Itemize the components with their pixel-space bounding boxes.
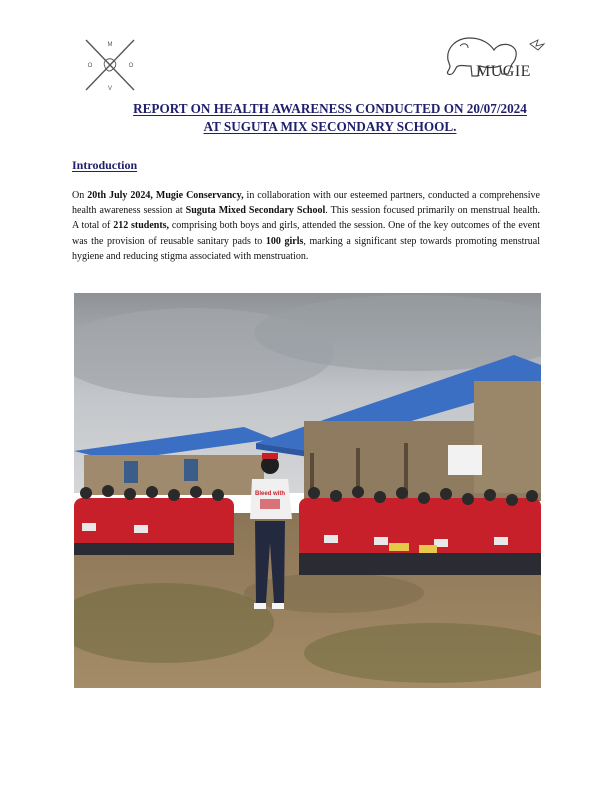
mugie-logo-text: MUGIE: [476, 63, 531, 80]
logo-letter-e: O: [128, 63, 134, 69]
report-title: [60, 100, 600, 136]
intro-text-6: , marking a significant step towards promoting menstrual hygiene and reducing stigma associated with menstruation.: [72, 235, 540, 262]
intro-text-5: comprising both boys and girls, attended the session. One of the key outcomes of the event was the provision of reusable sanitary pads to: [72, 220, 540, 247]
report-title-line1: REPORT ON HEALTH AWARENESS CONDUCTED ON 20/07/2024: [133, 101, 527, 116]
intro-school: Suguta Mixed Secondary School: [185, 205, 326, 217]
intro-date: 20th July 2024,: [87, 190, 153, 201]
intro-text-1: On: [72, 190, 88, 201]
report-title-line2: AT SUGUTA MIX SECONDARY SCHOOL.: [203, 119, 457, 134]
logo-letter-w: O: [87, 63, 93, 69]
introduction-paragraph: [72, 188, 540, 264]
session-photo: [74, 293, 541, 688]
intro-girls: 100 girls: [265, 235, 304, 247]
intro-org: Mugie Conservancy,: [155, 190, 244, 201]
logo-letter-s: V: [107, 86, 113, 92]
shirt-text: Bleed with: [254, 491, 286, 497]
intro-text-4: . This session focused primarily on menstrual health. A total of: [72, 205, 541, 232]
logo-letter-n: M: [107, 42, 113, 48]
conservancy-compass-logo: [82, 36, 138, 94]
introduction-heading: Introduction: [72, 158, 138, 172]
intro-text-3: in collaboration with our esteemed partners, conducted a comprehensive health awareness session at: [72, 190, 540, 217]
intro-students: 212 students,: [113, 220, 170, 232]
